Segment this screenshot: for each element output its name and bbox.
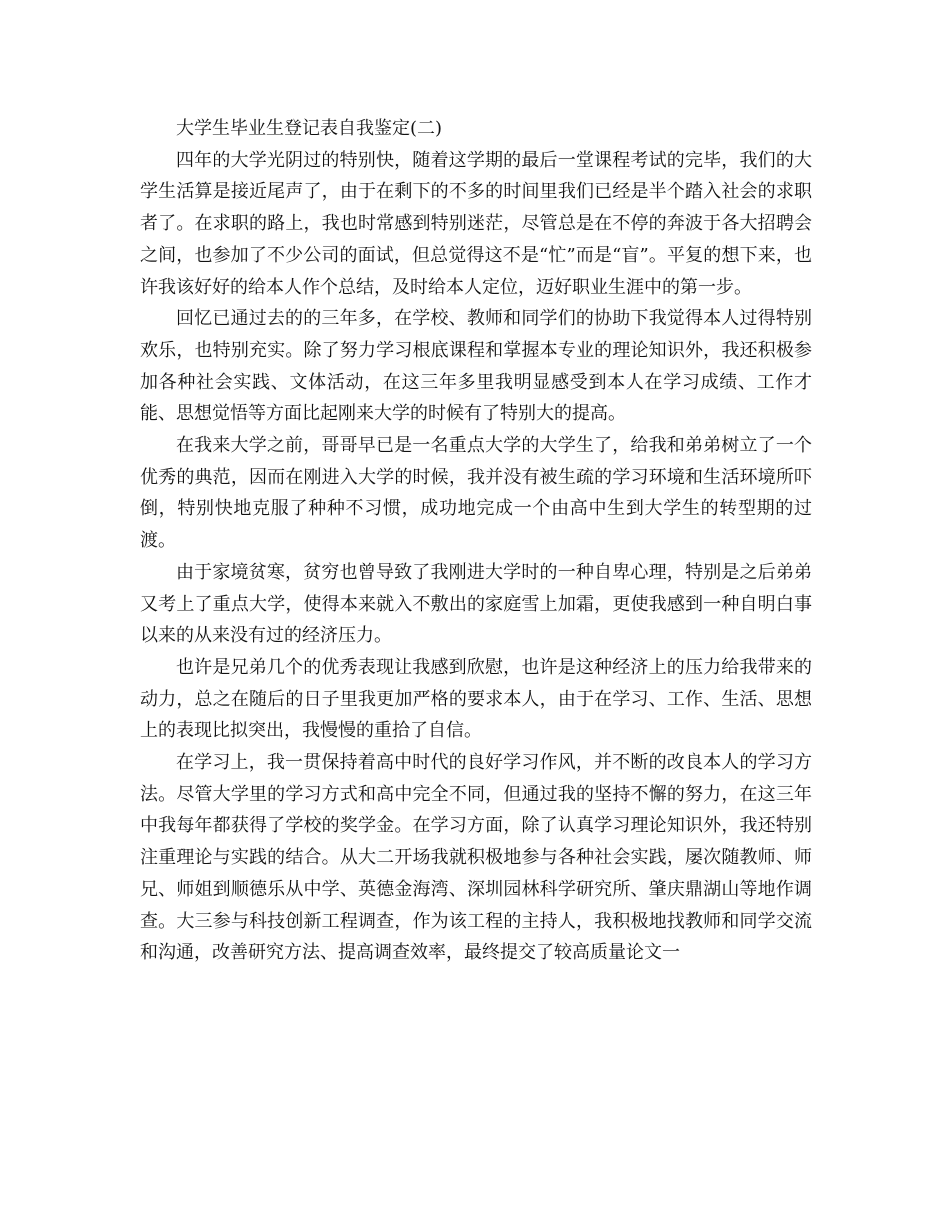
paragraph-4: 由于家境贫寒，贫穷也曾导致了我刚进大学时的一种自卑心理，特别是之后弟弟又考上了重点大学，使得本来就入不敷出的家庭雪上加霜，更使我感到一种自明白事以来的从来没有过的经济压力。 (140, 561, 812, 647)
document-title: 大学生毕业生登记表自我鉴定(二) (176, 118, 443, 139)
paragraph-3: 在我来大学之前，哥哥早已是一名重点大学的大学生了，给我和弟弟树立了一个优秀的典范，因而在刚进入大学的时候，我并没有被生疏的学习环境和生活环境所吓倒，特别快地克服了种种不习惯，成功地完成一个由高中生到大学生的转型期的过渡。 (140, 435, 812, 552)
document-body (140, 113, 812, 969)
paragraph-6: 在学习上，我一贯保持着高中时代的良好学习作风，并不断的改良本人的学习方法。尽管大学里的学习方式和高中完全不同，但通过我的坚持不懈的努力，在这三年中我每年都获得了学校的奖学金。在学习方面，除了认真学习理论知识外，我还特别注重理论与实践的结合。从大二开场我就积极地参与各种社会实践，屡次随教师、师兄、师姐到顺德乐从中学、英德金海湾、深圳园林科学研究所、肇庆鼎湖山等地作调查。大三参与科技创新工程调查，作为该工程的主持人，我积极地找教师和同学交流和沟通，改善研究方法、提高调查效率，最终提交了较高质量论文一 (140, 752, 812, 964)
paragraph-2: 回忆已通过去的的三年多，在学校、教师和同学们的协助下我觉得本人过得特别欢乐，也特别充实。除了努力学习根底课程和掌握本专业的理论知识外，我还积极参加各种社会实践、文体活动，在这三年多里我明显感受到本人在学习成绩、工作才能、思想觉悟等方面比起刚来大学的时候有了特别大的提高。 (140, 308, 812, 425)
paragraph-5: 也许是兄弟几个的优秀表现让我感到欣慰，也许是这种经济上的压力给我带来的动力，总之在随后的日子里我更加严格的要求本人，由于在学习、工作、生活、思想上的表现比拟突出，我慢慢的重拾了自信。 (140, 656, 812, 742)
paragraph-1: 四年的大学光阴过的特别快，随着这学期的最后一堂课程考试的完毕，我们的大学生活算是接近尾声了，由于在剩下的不多的时间里我们已经是半个踏入社会的求职者了。在求职的路上，我也时常感到特别迷茫，尽管总是在不停的奔波于各大招聘会之间，也参加了不少公司的面试，但总觉得这不是“忙”而是“盲”。平复的想下来，也许我该好好的给本人作个总结，及时给本人定位，迈好职业生涯中的第一步。 (140, 149, 812, 298)
